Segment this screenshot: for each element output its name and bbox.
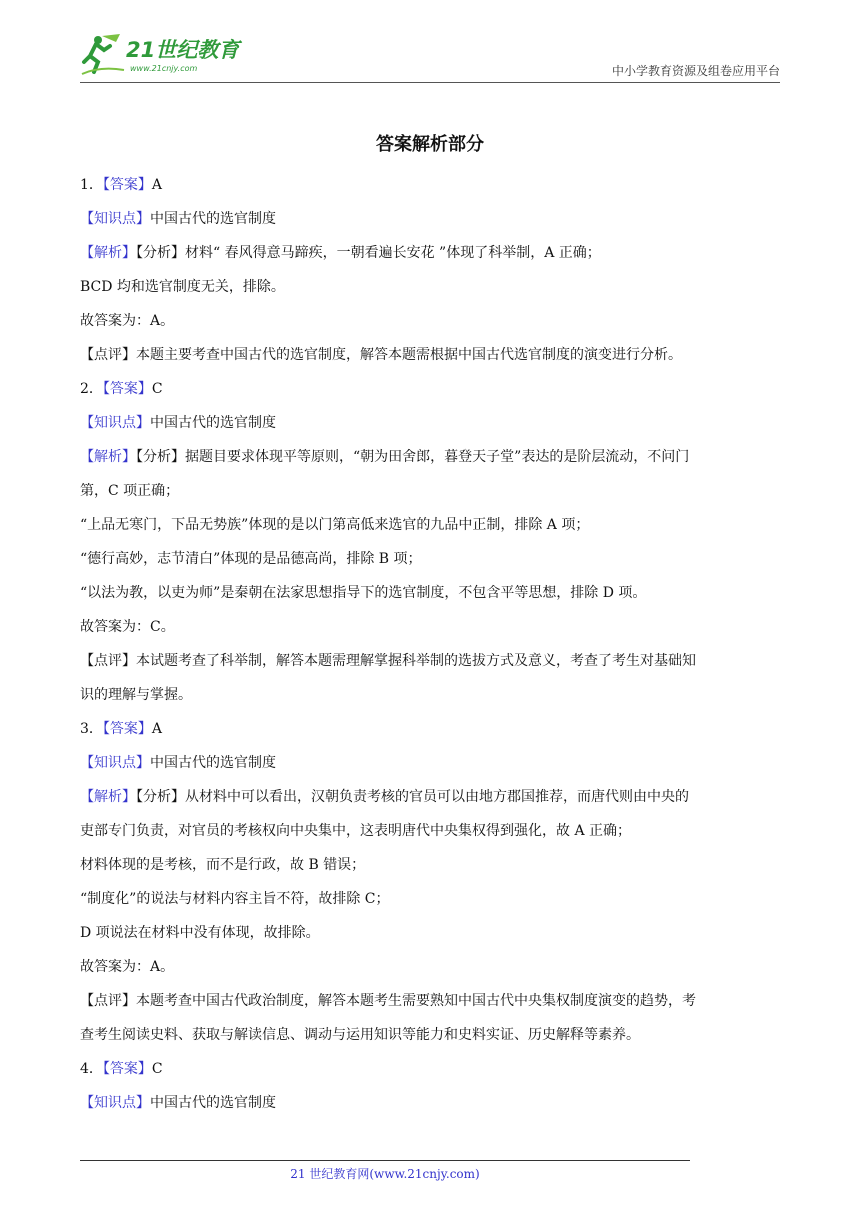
- knowledge-point: 中国古代的选官制度: [150, 755, 276, 771]
- analysis-line: 故答案为：A。: [80, 313, 175, 329]
- analysis-tag: 【解析】: [80, 789, 136, 805]
- analysis-line: [80, 780, 780, 814]
- analysis-line: 故答案为：A。: [80, 959, 175, 975]
- logo-text: 21世纪教育: [126, 38, 240, 62]
- answer-tag: 【答案】: [102, 1061, 152, 1077]
- question-number: 3．: [80, 721, 103, 737]
- answer-value: C: [151, 381, 163, 397]
- answer-line: [80, 1052, 780, 1086]
- knowledge-point-tag: 【知识点】: [80, 755, 150, 771]
- review-line: 【点评】本试题考查了科举制，解答本题需理解掌握科举制的选拔方式及意义，考查了考生对基础知: [80, 653, 696, 669]
- knowledge-point-line: [80, 746, 780, 780]
- header-divider: [80, 82, 780, 83]
- analysis-line: 吏部专门负责，对官员的考核权向中央集中，这表明唐代中央集权得到强化，故 A 正确；: [80, 823, 632, 839]
- logo-url: www.21cnjy.com: [130, 64, 198, 73]
- review-line: 【点评】本题考查中国古代政治制度，解答本题考生需要熟知中国古代中央集权制度演变的趋势，考: [80, 993, 696, 1009]
- page-footer: 21 世纪教育网(www.21cnjy.com): [290, 1167, 480, 1181]
- analysis-line: “德行高妙，志节清白”体现的是品德高尚，排除 B 项；: [80, 551, 422, 567]
- knowledge-point-tag: 【知识点】: [80, 211, 150, 227]
- review-line: 【点评】本题主要考查中国古代的选官制度，解答本题需根据中国古代选官制度的演变进行分析。: [80, 347, 682, 363]
- analysis-text: 【分析】从材料中可以看出，汉朝负责考核的官员可以由地方郡国推荐，而唐代则由中央的: [136, 789, 689, 805]
- question-number: 4．: [80, 1061, 103, 1077]
- analysis-text: 【分析】材料“ 春风得意马蹄疾，一朝看遍长安花 ”体现了科举制，A 正确；: [136, 245, 601, 261]
- knowledge-point: 中国古代的选官制度: [150, 211, 276, 227]
- analysis-text: 【分析】据题目要求体现平等原则，“朝为田舍郎，暮登天子堂”表达的是阶层流动，不问门: [136, 449, 690, 465]
- page-title: 答案解析部分: [376, 134, 484, 155]
- answer-value: A: [151, 721, 163, 737]
- analysis-line: “以法为教，以吏为师”是秦朝在法家思想指导下的选官制度，不包含平等思想，排除 D 项。: [80, 585, 647, 601]
- analysis-line: D 项说法在材料中没有体现，故排除。: [80, 925, 320, 941]
- answer-content: [80, 168, 780, 1120]
- analysis-line: [80, 236, 780, 270]
- answer-tag: 【答案】: [102, 721, 152, 737]
- analysis-tag: 【解析】: [80, 245, 136, 261]
- answer-tag: 【答案】: [102, 177, 152, 193]
- answer-line: [80, 372, 780, 406]
- answer-value: C: [151, 1061, 163, 1077]
- analysis-line: 第，C 项正确；: [80, 483, 180, 499]
- answer-line: [80, 712, 780, 746]
- analysis-tag: 【解析】: [80, 449, 136, 465]
- analysis-line: BCD 均和选官制度无关，排除。: [80, 279, 285, 295]
- knowledge-point: 中国古代的选官制度: [150, 415, 276, 431]
- knowledge-point: 中国古代的选官制度: [150, 1095, 276, 1111]
- question-number: 1．: [80, 177, 103, 193]
- analysis-line: [80, 440, 780, 474]
- knowledge-point-line: [80, 1086, 780, 1120]
- analysis-line: “上品无寒门，下品无势族”体现的是以门第高低来选官的九品中正制，排除 A 项；: [80, 517, 590, 533]
- knowledge-point-tag: 【知识点】: [80, 1095, 150, 1111]
- page-header: [80, 30, 780, 82]
- answer-tag: 【答案】: [102, 381, 152, 397]
- analysis-line: 材料体现的是考核，而不是行政，故 B 错误；: [80, 857, 366, 873]
- review-line: 识的理解与掌握。: [80, 687, 192, 703]
- analysis-line: 故答案为：C。: [80, 619, 175, 635]
- footer-divider: [80, 1160, 690, 1161]
- question-number: 2．: [80, 381, 103, 397]
- answer-value: A: [151, 177, 163, 193]
- knowledge-point-line: [80, 202, 780, 236]
- knowledge-point-tag: 【知识点】: [80, 415, 150, 431]
- runner-logo-icon: [80, 32, 126, 76]
- logo: [80, 30, 250, 82]
- header-tagline: 中小学教育资源及组卷应用平台: [611, 64, 780, 78]
- review-line: 查考生阅读史料、获取与解读信息、调动与运用知识等能力和史料实证、历史解释等素养。: [80, 1027, 640, 1043]
- answer-line: [80, 168, 780, 202]
- knowledge-point-line: [80, 406, 780, 440]
- analysis-line: “制度化”的说法与材料内容主旨不符，故排除 C；: [80, 891, 390, 907]
